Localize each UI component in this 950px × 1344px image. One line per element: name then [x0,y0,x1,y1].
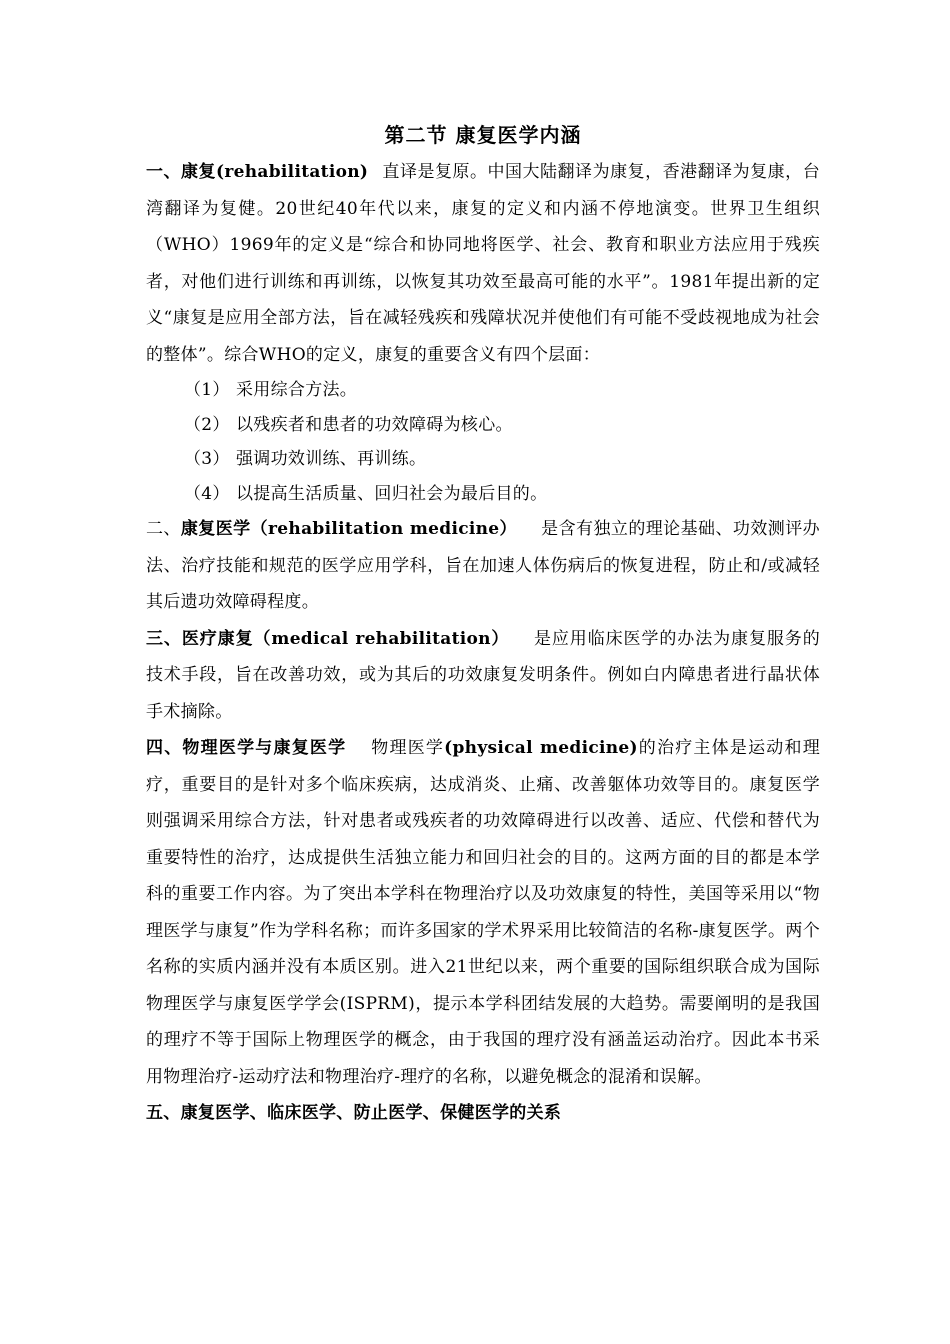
section-4-term: (physical medicine) [444,738,638,758]
section-2-prefix: 二、 [146,519,181,539]
page-title: 第二节 康复医学内涵 [384,123,582,147]
list-item [146,442,820,477]
list-item-number: （1） [184,380,230,400]
list-item-number: （2） [184,414,230,435]
meaning-list [146,373,820,511]
list-item [146,373,820,408]
list-item-text: 强调功效训练、再训练。 [236,449,427,469]
list-item-text: 以残疾者和患者的功效障碍为核心。 [236,414,513,435]
section-4-body-b: 的治疗主体是运动和理疗，重要目的是针对多个临床疾病，达成消炎、止痛、改善躯体功效等目的。康复医学则强调采用综合方法，针对患者或残疾者的功效障碍进行以改善、适应、代偿和替代为重要特性的治疗，达成提供生活独立能力和回归社会的目的。这两方面的目的都是本学科的重要工作内容。为了突出本学科在物理治疗以及功效康复的特性，美国等采用以“物理医学与康复”作为学科名称；而许多国家的学术界采用比较简洁的名称-康复医学。两个名称的实质内涵并没有本质区别。进入21世纪以来，两个重要的国际组织联合成为国际物理医学与康复医学学会(ISPRM)，提示本学科团结发展的大趋势。需要阐明的是我国的理疗不等于国际上物理医学的概念，由于我国的理疗没有涵盖运动治疗。因此本书采用物理治疗-运动疗法和物理治疗-理疗的名称，以避免概念的混淆和误解。 [146,738,821,1087]
document-page [146,118,820,1131]
section-5-heading: 五、康复医学、临床医学、防止医学、保健医学的关系 [146,1103,562,1123]
section-2-heading: 康复医学（rehabilitation medicine） [180,519,517,539]
section-1-heading: 一、康复(rehabilitation) [146,162,369,182]
list-item-text: 采用综合方法。 [236,380,358,400]
section-1-body: 直译是复原。中国大陆翻译为康复，香港翻译为复康，台湾翻译为复健。20世纪40年代以来，康复的定义和内涵不停地演变。世界卫生组织（WHO）1969年的定义是“综合和协同地将医学、社会、教育和职业方法应用于残疾者，对他们进行训练和再训练，以恢复其功效至最高可能的水平”。1981年提出新的定义“康复是应用全部方法，旨在减轻残疾和残障状况并使他们有可能不受歧视地成为社会的整体”。综合WHO的定义，康复的重要含义有四个层面： [146,162,820,365]
list-item-number: （4） [184,483,230,504]
list-item-text: 以提高生活质量、回归社会为最后目的。 [236,483,548,504]
list-item [146,408,820,443]
section-1 [146,154,820,373]
section-3 [146,621,820,731]
list-item-number: （3） [184,449,230,469]
section-2 [146,511,820,621]
section-4-heading: 四、物理医学与康复医学 [146,738,347,758]
section-4-body-a: 物理医学 [370,738,445,758]
section-3-body: 是应用临床医学的办法为康复服务的技术手段，旨在改善功效，或为其后的功效康复发明条件。例如白内障患者进行晶状体手术摘除。 [146,628,820,722]
section-2-body: 是含有独立的理论基础、功效测评办法、治疗技能和规范的医学应用学科，旨在加速人体伤病后的恢复进程，防止和/或减轻其后遗功效障碍程度。 [146,519,820,612]
section-4 [146,730,820,1095]
list-item [146,477,820,512]
section-3-heading: 三、医疗康复（medical rehabilitation） [146,628,510,649]
